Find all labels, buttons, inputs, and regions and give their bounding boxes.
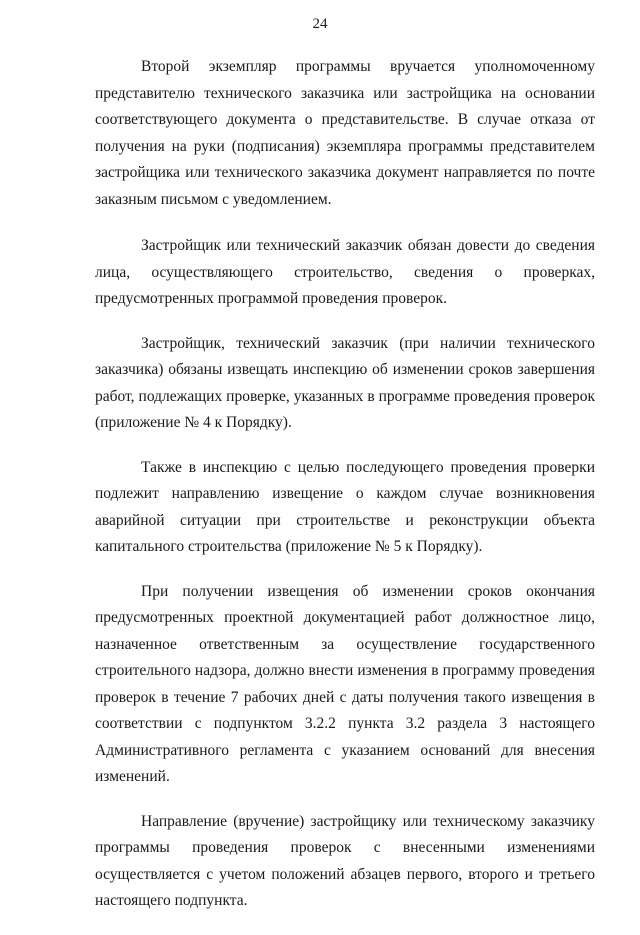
paragraph-1: Второй экземпляр программы вручается уполномоченному представителю технического заказчика или застройщика на основании соответствующего документа о представительстве. В случае отказа от получения на руки (подписания) экземпляра программы представителем застройщика или технического заказчика документ направляется по почте заказным письмом с уведомлением.	[95, 58, 595, 208]
paragraph-3: Застройщик, технический заказчик (при наличии технического заказчика) обязаны извещать инспекцию об изменении сроков завершения работ, подлежащих проверке, указанных в программе проведения проверок (приложение № 4 к Порядку).	[95, 334, 595, 431]
paragraph-2: Застройщик или технический заказчик обязан довести до сведения лица, осуществляющего строительство, сведения о проверках, предусмотренных программой проведения проверок.	[95, 237, 595, 307]
paragraph-6: Направление (вручение) застройщику или техническому заказчику программы проведения проверок с внесенными изменениями осуществляется с учетом положений абзацев первого, второго и третьего настоящего подпункта.	[95, 812, 595, 909]
page-number: 24	[312, 16, 328, 32]
paragraph-5: При получении извещения об изменении сроков окончания предусмотренных проектной документацией работ должностное лицо, назначенное ответственным за осуществление государственного строительного надзора, должно внести изменения в программу проведения проверок в течение 7 рабочих дней с даты получения такого извещения в соответствии с подпунктом 3.2.2 пункта 3.2 раздела 3 настоящего Административного регламента с указанием оснований для внесения изменений.	[95, 582, 595, 785]
document-body	[95, 54, 595, 935]
paragraph-4: Также в инспекцию с целью последующего проведения проверки подлежит направлению извещение о каждом случае возникновения аварийной ситуации при строительстве и реконструкции объекта капитального строительства (приложение № 5 к Порядку).	[95, 458, 595, 555]
